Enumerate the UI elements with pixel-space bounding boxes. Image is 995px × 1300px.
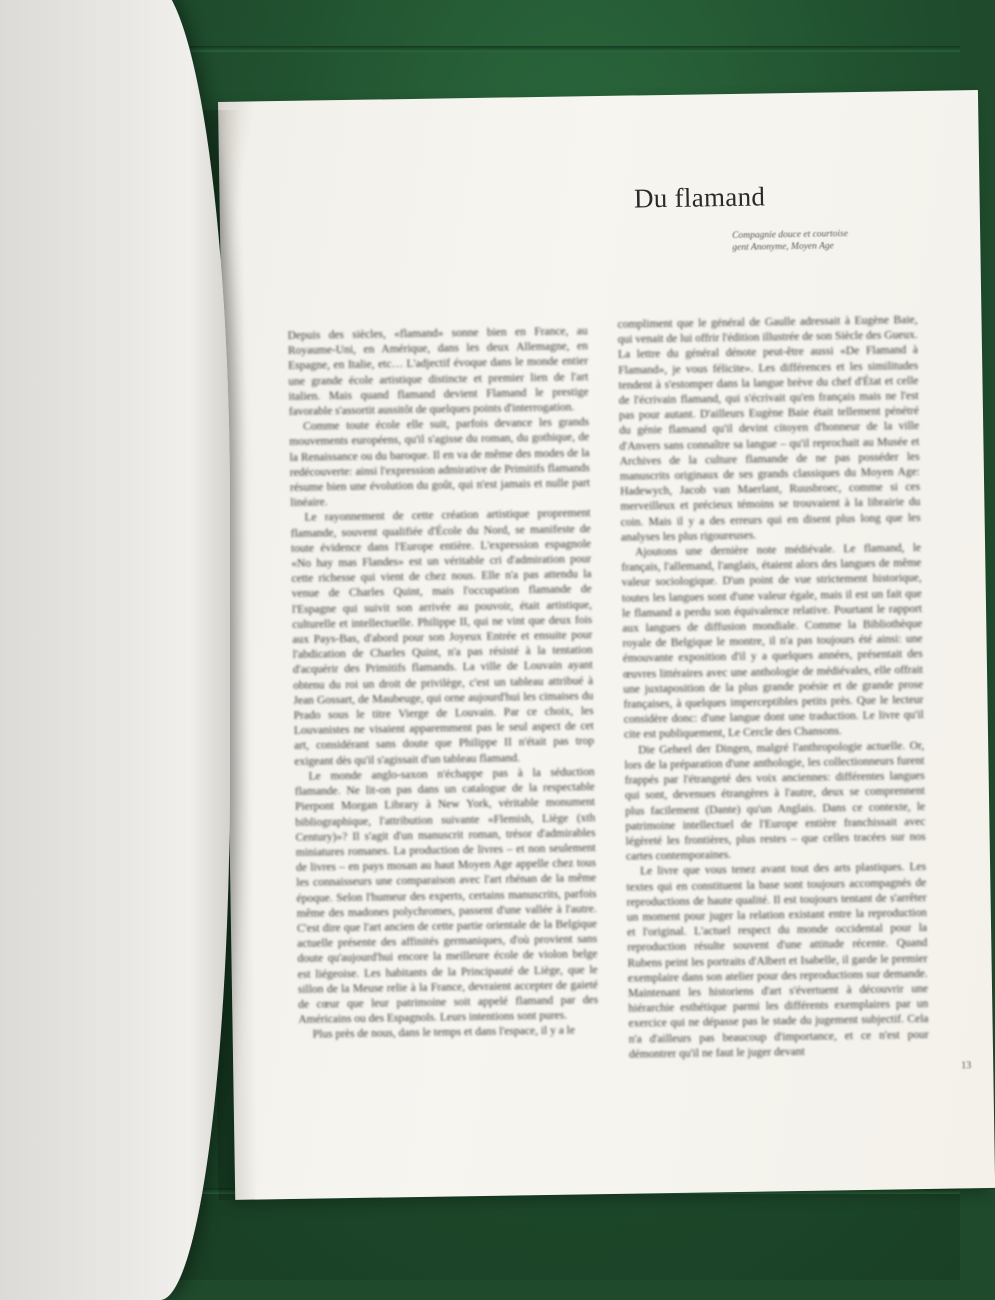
paragraph: Le monde anglo-saxon n'échappe pas à la séduction flamande. Ne lit-on pas dans un catalogue de la respectable Pierpont Morgan Library à New York, véritable monument bibliographique, l'attribution suivante «Flemish, Liège (xth Century)»? Il s'agit d'un manuscrit roman, trésor d'admirables miniatures romanes. La production de livres – et non seulement de livres – en pays mosan au haut Moyen Age appelle chez tous les connaisseurs une comparaison avec l'art rhénan de la même époque. Selon l'humeur des experts, certains manuscrits, parfois même des madones polychromes, passent d'une vallée à l'autre. C'est dire que l'art ancien de cette partie orientale de la Belgique actuelle présente des affinités germaniques, d'où provient sans doute qu'aujourd'hui encore la meilleure école de violon belge est liégeoise. Les habitants de la Principauté de Liège, que le sillon de la Meuse relie à la France, devraient accepter de gaieté de cœur que leur patrimoine soit appelé flamand par des Américains ou des Espagnols. Leurs intentions sont pures. — [294, 766, 599, 1026]
epigraph: Compagnie douce et courtoise gent Anonyme, Moyen Age — [732, 229, 849, 253]
right-page — [218, 90, 995, 1200]
paragraph: Le rayonnement de cette création artistique proprement flamande, souvent qualifiée d'École du Nord, se manifeste de toute évidence dans l'Europe entière. L'expression espagnole «No hay mas Flandes» est un véritable cri d'admiration pour cette richesse qui vient de chez nous. Elle n'a pas attendu la venue de Charles Quint, mais l'occupation flamande de l'Espagne qui suivit son arrivée au pouvoir, était artistique, culturelle et intellectuelle. Philippe II, qui ne vint que deux fois aux Pays-Bas, d'abord pour son Joyeux Entrée et ensuite pour l'abdication de Charles Quint, n'a pas résisté à la tentation d'acquérir des Primitifs flamands. La ville de Louvain ayant obtenu du roi un droit de privilège, c'est un tableau attribué à Jean Gossart, de Maubeuge, qui orne aujourd'hui les cimaises du Prado sous le titre Vierge de Louvain. Par ce choix, les Louvanistes ne visaient apparemment pas le seul aspect de cet art, considérant sans doute que Philippe II n'était pas trop exigeant dès qu'il s'agissait d'un tableau flamand. — [290, 507, 595, 768]
paragraph: Die Geheel der Dingen, malgré l'anthropologie actuelle. Or, lors de la préparation d'une anthologie, les collectionneurs furent frappés par l'étrangeté des voix anciennes: différentes langues qui sont, devenues étrangères à l'autre, deux se comprennent plus facilement (Dante) qu'un Anglais. Dans ce contexte, le patrimoine intellectuel de l'Europe entière franchissait avec légèreté les frontières, plus restes – que celles tracées sur nos cartes contemporaines. — [624, 739, 926, 863]
paragraph: Depuis des siècles, «flamand» sonne bien en France, au Royaume-Uni, en Amérique, dans les deux Allemagne, en Espagne, en Italie, etc… L'adjectif évoque dans le monde entier une grande école artistique distincte et premier lien de l'art italien. Mais quand flamand devient Flamand le prestige favorable s'assortit aussitôt de quelques points d'interrogation. — [287, 325, 589, 418]
paragraph: Plus près de nous, dans le temps et dans l'espace, il y a le — [312, 1024, 576, 1041]
page-title: Du flamand — [633, 181, 766, 214]
text-column-left — [288, 324, 599, 1043]
text-column-right — [617, 313, 929, 1063]
paragraph: compliment que le général de Gaulle adressait à Eugène Baie, qui venait de lui offrir l'édition illustrée de son Siècle des Gueux. La lettre du général dénote peut-être aussi «De Flamand à Flamand», je vous félicite». Les différences et les similitudes tendent à s'estomper dans la langue brève du chef d'État et celle de l'écrivain flamand, qui s'écrivait qu'en français mais ne l'est pas pour autant. D'ailleurs Eugène Baie était tellement pénétré du génie flamand qu'il devint citoyen d'honneur de la ville d'Anvers sans connaître sa langue – qu'il reprochait au Musée et Archives de la culture flamande de ne pas posséder les manuscrits originaux de ses grands classiques du Moyen Age: Hadewych, Jacob van Maerlant, Ruusbroec, comme si ces merveilleux et précieux témoins se trouvaient à la librairie du coin. Mais il y a des erreurs qui en disent plus long que les analyses les plus rigoureuses. — [617, 314, 921, 544]
left-page-curl — [0, 0, 230, 1300]
paragraph: Le livre que vous tenez avant tout des arts plastiques. Les textes qui en constituent la base sont toujours accompagnés de reproductions de haute qualité. Il est toujours tentant de s'arrêter un moment pour juger la relation existant entre la reproduction et l'original. L'actuel respect du monde occidental pour la reproduction résulte souvent d'une attitude récente. Quand Rubens peint les portraits d'Albert et Isabelle, il garde le premier exemplaire dans son atelier pour des reproductions sur demande. Maintenant les historiens d'art s'évertuent à découvrir une hiérarchie esthétique parmi les différents exemplaires par un exercice qui ne dépasse pas le stade du jugement subjectif. Cela n'a d'ailleurs pas beaucoup d'importance, et ce n'est pour démontrer qu'il ne faut le juger devant — [626, 861, 929, 1061]
page-number: 13 — [961, 1060, 972, 1072]
table-seam-top — [190, 46, 960, 52]
paragraph: Comme toute école elle suit, parfois devance les grands mouvements européens, qu'il s'agisse du roman, du gothique, de la Renaissance ou du baroque. Il en va de même des modes de la redécouverte: ainsi l'expression admirative de Primitifs flamands résume bien une évolution du goût, qui n'est jamais et nulle part linéaire. — [289, 416, 591, 510]
paragraph: Ajoutons une dernière note médiévale. Le flamand, le français, l'allemand, l'anglais, étaient alors des langues de même valeur sociologique. D'un point de vue strictement historique, toutes les langues sont d'une valeur égale, mais il est un fait que le flamand a perdu son équivalence relative. Pourtant le rapport aux langues de diffusion mondiale. Comme la Bibliothèque royale de Belgique le montre, il n'a pas toujours été ainsi: une émouvante exposition d'il y a quelques années, présentait des œuvres littéraires avec une anthologie de médiévales, elle offrait une juxtaposition de la plus grande poésie et de grande prose françaises, à quelques imperceptibles petits près. Que le lecteur considère donc: d'une langue dont une traduction. Le livre qu'il cite est publiquement, Le Cercle des Chansons. — [621, 542, 924, 742]
